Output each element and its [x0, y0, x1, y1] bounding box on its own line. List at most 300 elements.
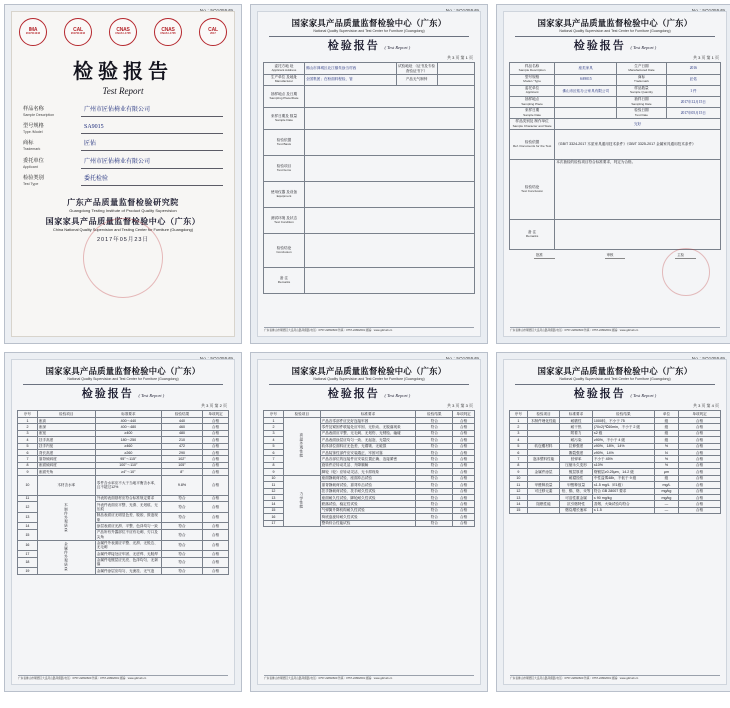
cell-judge: 合格: [203, 450, 229, 456]
table-row: [510, 219, 721, 249]
row-note-value: [437, 63, 474, 74]
col-result: 检验结果: [162, 411, 203, 417]
cell-judge: 合格: [679, 462, 721, 468]
cell-unit: mg/kg: [654, 494, 678, 500]
field-value: 2016: [666, 63, 720, 74]
cell-res: 符合: [416, 475, 453, 481]
row-label: 测试环境 及状态 Test Condition: [264, 207, 305, 233]
cell-judge: 合格: [203, 443, 229, 449]
cell-judge: 合格: [679, 494, 721, 500]
cell-judge: 合格: [679, 488, 721, 494]
center-name-en: National Quality Supervision and Test Center for Furniture (Guangdong): [67, 377, 179, 382]
cell-item: 零件及紧固件联接处应牢固、无松动、无脱落现象: [320, 424, 416, 430]
cell-item: 座面耐久性试验、脚轮耐久性试验: [320, 494, 416, 500]
cell-req: ≤1.5 mg/L（E1级）: [592, 482, 654, 488]
cell-res: 8°: [162, 469, 203, 475]
field-label: 来样日期 Sample Date: [510, 107, 555, 118]
cell-judge: 合格: [203, 557, 229, 568]
cell-unit: 级: [654, 475, 678, 481]
report-header: [17, 364, 229, 401]
field-value: 广州市匠佑椅业有限公司: [81, 159, 223, 169]
col-judgement: 单项判定: [453, 411, 475, 417]
cell-no: 3: [18, 430, 38, 436]
sample-info-table: [509, 62, 721, 249]
cell-judge: 合格: [203, 417, 229, 423]
page-title: 检验报告 ( Test Report ): [327, 39, 411, 52]
col-group: 检验项目: [527, 411, 560, 417]
cell-judge: 合格: [203, 540, 229, 551]
cell-res: 9.8%: [162, 475, 203, 495]
cell-judge: 合格: [679, 482, 721, 488]
cell-no: 7: [264, 456, 284, 462]
cell-req: 香烟、火柴试验均符合: [592, 501, 654, 507]
header-divider: [515, 36, 715, 37]
cell-judge: 合格: [453, 417, 475, 423]
field-label: 抽样日期 Sampling Date: [617, 96, 666, 107]
cell-no: 10: [18, 475, 38, 495]
page-footer: [510, 675, 720, 680]
cell-no: 17: [264, 520, 284, 526]
cell-no: 16: [264, 514, 284, 520]
table-row: [264, 181, 475, 207]
field-label: 检验类别 Test Type: [23, 174, 44, 186]
org-name-cn: 广东产品质量监督检验研究院: [67, 197, 179, 207]
field-label: 型号规格 Model / Type: [510, 74, 555, 85]
field-label: 生产日期 Manufactured Date: [617, 63, 666, 74]
cell-no: 2: [264, 424, 284, 430]
row-note-label: 产品无气制钟: [396, 74, 437, 85]
field-label: 样品类别及 制作单位 Sample Character and State: [510, 118, 555, 129]
cell-judge: 合格: [453, 456, 475, 462]
cell-no: 17: [18, 551, 38, 557]
cover-field-list: [23, 107, 223, 185]
field-label: 型号规格 Type /Model: [23, 123, 44, 135]
cell-item: 制品表面应无明显色差、脱胶、鼓泡现象: [95, 512, 161, 523]
issuing-organization: [17, 198, 229, 245]
cell-judge: 合格: [679, 424, 721, 430]
cell-req: 铬镀层≥0.25μm，14.2 级: [592, 469, 654, 475]
physical-chemical-table: [509, 410, 721, 514]
cell-req: (70±2)℃60min，不小于 2 级: [592, 424, 654, 430]
header-divider: [515, 384, 715, 385]
table-row: [510, 507, 721, 513]
report-header: [263, 16, 475, 53]
field-value: 完好: [555, 118, 721, 129]
footer-address: 广东省佛山市顺德区大良凤山路凤翔路 电话：0757-22802600 传真：0757-22802601 邮编：www.gdzxsb.cn: [510, 676, 639, 680]
org-name-en: Guangdong Testing Institute of Product Quality Supervision: [69, 207, 177, 213]
basis-label: 检验依据 Ref. Documents for the Test: [510, 129, 555, 159]
cell-judge: 合格: [203, 475, 229, 495]
table-row: [510, 74, 721, 85]
cell-judge: 合格: [203, 437, 229, 443]
cell-unit: N: [654, 450, 678, 456]
cell-req: 零件含水率应不大于当地平衡含水率，且不超过12%: [95, 475, 161, 495]
cell-no: 2: [510, 424, 528, 430]
cell-no: 11: [18, 495, 38, 501]
cell-judge: 合格: [203, 551, 229, 557]
cell-no: 8: [18, 462, 38, 468]
cell-res: 460: [162, 424, 203, 430]
cell-judge: 合格: [453, 450, 475, 456]
field-label: 商标 Trademark: [617, 74, 666, 85]
col-no: 序号: [264, 411, 284, 417]
center-name-cn: 国家家具产品质量监督检验中心（广东）: [291, 366, 447, 376]
cell-judge: 合格: [203, 523, 229, 529]
footer-address: 广东省佛山市顺德区大良凤山路凤翔路 电话：0757-22802600 传真：0757-22802601 邮编：www.gdzxsb.cn: [18, 676, 147, 680]
cell-no: 5: [510, 443, 528, 449]
field-label: 样品名称 Sample Description: [23, 106, 55, 118]
row-value: [304, 207, 474, 233]
cell-judge: 合格: [453, 462, 475, 468]
cell-no: 10: [264, 475, 284, 481]
field-value: 座类家具: [555, 63, 617, 74]
cell-no: 13: [264, 494, 284, 500]
document-page-cover: [4, 4, 242, 344]
remarks-label: 备 注 Remarks: [510, 219, 555, 249]
cell-no: 2: [18, 424, 38, 430]
cell-req: 符合 GB 28007 要求: [592, 488, 654, 494]
row-value: [304, 129, 474, 155]
row-value: [304, 107, 474, 129]
cell-unit: %: [654, 462, 678, 468]
cell-req: ≥90%、18%、14%: [592, 443, 654, 449]
field-row: [23, 159, 223, 169]
row-note-value: [437, 74, 474, 85]
center-name-en: National Quality Supervision and Test Center for Furniture (Guangdong): [313, 377, 425, 382]
cell-judge: 合格: [203, 502, 229, 513]
page-footer: [264, 327, 474, 332]
page-counter: 共 3 页 第 2 页: [200, 403, 227, 409]
cell-no: 18: [18, 557, 38, 568]
cell-judge: 合格: [203, 456, 229, 462]
cal-seal-icon: CAL 2017011042: [64, 18, 92, 46]
page-counter: 共 3 页 第 4 页: [692, 403, 719, 409]
cell-item: 产品各零部件应完好连接牢固: [320, 417, 416, 423]
table-row: [510, 159, 721, 219]
cell-no: 7: [18, 456, 38, 462]
cell-item: 脚轮（轮）应转动灵活、无卡滞现象: [320, 469, 416, 475]
cell-res: 105°: [162, 462, 203, 468]
cell-judge: 合格: [679, 475, 721, 481]
col-item: 检验项目: [283, 411, 320, 417]
cell-unit: 级: [654, 424, 678, 430]
cell-req: 中性盐雾48h，不低于 9 级: [592, 475, 654, 481]
cell-res: 符合: [416, 488, 453, 494]
cell-no: 7: [510, 456, 528, 462]
header-divider: [23, 384, 223, 385]
cell-no: 6: [264, 450, 284, 456]
cell-res: 符合: [416, 450, 453, 456]
cell-res: 符合: [416, 443, 453, 449]
cell-group: 阻燃性能: [527, 501, 560, 507]
cell-judge: 合格: [453, 482, 475, 488]
cell-req: 400～480: [95, 424, 161, 430]
cell-no: 8: [264, 462, 284, 468]
table-row: [18, 475, 229, 495]
cell-res: 符合: [162, 495, 203, 501]
field-value: [555, 107, 617, 118]
cell-item: 镀层厚度: [560, 469, 593, 475]
document-page-report-4: [250, 352, 488, 692]
cell-no: 13: [18, 512, 38, 523]
cell-judge: 合格: [203, 495, 229, 501]
cell-item: 附着力: [560, 430, 593, 436]
row-label: 抽样地点 及日期 Sampling Place/Date: [264, 85, 305, 107]
footer-address: 广东省佛山市顺德区大良凤山路凤翔路 电话：0757-22802600 传真：0757-22802601 邮编：www.gdzxsb.cn: [264, 676, 393, 680]
table-row: [18, 540, 229, 551]
cell-no: 16: [18, 540, 38, 551]
cell-item: 金属件外表面应平整、光滑、无锐边、无毛刺: [95, 540, 161, 551]
cell-item: 金属件电镀层应光亮、色泽均匀、无剥落: [95, 557, 161, 568]
center-name-cn: 国家家具产品质量监督检验中心（广东）: [45, 366, 201, 376]
cell-res: 440: [162, 417, 203, 423]
center-name-cn: 国家家具产品质量监督检验中心（广东）: [291, 18, 447, 28]
center-name-en: National Quality Supervision and Test Center for Furniture (Guangdong): [559, 29, 671, 34]
col-result: 检验结果: [416, 411, 453, 417]
cell-res: 符合: [162, 568, 203, 574]
cell-judge: 合格: [453, 520, 475, 526]
cell-item: 靠背倾斜度: [37, 456, 95, 462]
cell-unit: mg/L: [654, 482, 678, 488]
row-label: 检验项目 Test Items: [264, 155, 305, 181]
cell-res: 符合: [416, 494, 453, 500]
cell-group: 金属件涂层: [527, 469, 560, 475]
cell-req: ≥90%，不小于 4 级: [592, 437, 654, 443]
cell-req: 不小于 45%: [592, 456, 654, 462]
table-row: [264, 74, 475, 85]
cell-judge: 合格: [453, 437, 475, 443]
cell-judge: 合格: [453, 475, 475, 481]
cell-item: 座面倾斜度: [37, 462, 95, 468]
cell-unit: —: [654, 501, 678, 507]
cell-group: 高温外观性能: [283, 417, 320, 475]
row-value: [304, 267, 474, 293]
col-requirement: 标准要求: [95, 411, 161, 417]
field-row: [23, 107, 223, 117]
cell-item: 外表件表面应平整、光滑、无划痕、无压痕: [95, 502, 161, 513]
field-label: 样品名称 Sample Description: [510, 63, 555, 74]
cell-res: 符合: [416, 430, 453, 436]
cell-req: ≤ 1.5: [592, 507, 654, 513]
cell-req: ≥4°～10°: [95, 469, 161, 475]
cell-unit: 级: [654, 437, 678, 443]
cell-group: 力学性能: [283, 475, 320, 526]
cell-no: 3: [510, 430, 528, 436]
cell-judge: 合格: [203, 462, 229, 468]
cell-item: 座高: [37, 417, 95, 423]
cell-group: [527, 507, 560, 513]
page-title: 检验报告: [73, 61, 173, 83]
page-counter: 共 3 页 第 1 页: [446, 55, 473, 61]
col-unit: 单位: [654, 411, 678, 417]
cell-no: 9: [264, 469, 284, 475]
cell-no: 14: [510, 501, 528, 507]
cell-res: 符合: [162, 529, 203, 540]
test-results-table: [17, 410, 229, 574]
field-value: SA9015: [81, 124, 223, 134]
cell-res: 符合: [162, 523, 203, 529]
cell-item: 抗引燃特性: [560, 501, 593, 507]
row-label: 检验结论 Conclusion: [264, 233, 305, 267]
cell-group: 木制件理化性能: [527, 417, 560, 423]
center-name-en: China National Quality Supervision and Testing Center for Furniture (Guangdong): [52, 226, 194, 232]
cell-no: 15: [510, 507, 528, 513]
cma-seal-icon: IMA 2017011042: [19, 18, 47, 46]
page-counter: 共 3 页 第 3 页: [446, 403, 473, 409]
cell-item: 产品装饰性部件应安装端正、牢固可靠: [320, 450, 416, 456]
cell-group: 木材含水率: [37, 475, 95, 495]
cell-item: 耐污染: [560, 437, 593, 443]
page-title-en: Test Report: [102, 86, 144, 96]
approver-signature: 批准: [534, 253, 555, 259]
cell-group: 金属件外观质量: [37, 540, 95, 574]
cell-item: 产品各部位的连接件应安装位置正确、连接紧密: [320, 456, 416, 462]
cell-item: 旋转件应转动灵活、升降顺畅: [320, 462, 416, 468]
field-label: 抽样地点 Sampling Place: [510, 96, 555, 107]
cell-item: 背长高度: [37, 450, 95, 456]
page-title: 检验报告 ( Test Report ): [573, 387, 657, 400]
field-value: 广州市匠佑椅业有限公司: [81, 107, 223, 117]
field-value: 佛山市匠佑办公家具有限公司: [555, 85, 617, 96]
table-row: [264, 85, 475, 107]
row-value: [304, 85, 474, 107]
report-header: [263, 364, 475, 401]
cell-no: 12: [510, 488, 528, 494]
field-value: 2017年12月15日: [666, 96, 720, 107]
col-judgement: 单项判定: [679, 411, 721, 417]
cell-item: 整椅综合性能试验: [320, 520, 416, 526]
cell-item: 金属件焊接处应牢固、无虚焊、无脱焊: [95, 551, 161, 557]
cell-res: 符合: [416, 462, 453, 468]
cell-judge: 合格: [679, 430, 721, 436]
cell-req: 1000转，不小于 75: [592, 417, 654, 423]
cell-res: 290: [162, 450, 203, 456]
remarks-value: [555, 219, 721, 249]
cell-judge: 合格: [453, 443, 475, 449]
cell-judge: 合格: [203, 568, 229, 574]
cell-res: 符合: [162, 551, 203, 557]
cell-item: 涂层表面应光滑、平整、色泽均匀一致: [95, 523, 161, 529]
cell-judge: 合格: [453, 514, 475, 520]
cell-no: 9: [510, 469, 528, 475]
cell-req: ≥400: [95, 430, 161, 436]
field-label: 委托单位 Applicant: [23, 157, 44, 169]
center-name-cn: 国家家具产品质量监督检验中心（广东）: [537, 366, 693, 376]
cell-judge: 合格: [679, 469, 721, 475]
page-counter: 共 3 页 第 1 页: [692, 55, 719, 61]
col-requirement: 标准要求: [320, 411, 416, 417]
cell-judge: 合格: [679, 507, 721, 513]
cell-req: ≤10%: [592, 462, 654, 468]
table-row: [264, 267, 475, 293]
cell-no: 11: [510, 482, 528, 488]
center-name-cn: 国家家具产品质量监督检验中心（广东）: [45, 216, 201, 226]
field-value: 委托检验: [81, 176, 223, 186]
cell-no: 19: [18, 568, 38, 574]
cell-res: 符合: [416, 520, 453, 526]
cell-item: 产品所有外露部位不应有毛刺、刃口及尖角: [95, 529, 161, 540]
page-title: 检验报告 ( Test Report ): [573, 39, 657, 52]
cell-item: 座深: [37, 424, 95, 430]
cell-item: 靠背静载荷试验、靠背冲击试验: [320, 482, 416, 488]
cell-judge: 合格: [453, 424, 475, 430]
cell-unit: 级: [654, 430, 678, 436]
cell-res: 符合: [416, 482, 453, 488]
field-row: [23, 176, 223, 186]
cell-unit: mg/kg: [654, 488, 678, 494]
cell-req: 100°～110°: [95, 462, 161, 468]
cell-judge: 合格: [453, 494, 475, 500]
cell-item: 撕裂强度: [560, 450, 593, 456]
cell-res: 472: [162, 443, 203, 449]
cell-judge: 合格: [203, 512, 229, 523]
report-header: [509, 16, 721, 53]
table-row: [510, 63, 721, 74]
cell-no: 5: [18, 443, 38, 449]
table-row: [510, 129, 721, 159]
document-page-report-5: [496, 352, 730, 692]
cell-item: 金属件涂层应均匀、无流挂、无气泡: [95, 568, 161, 574]
cell-req: 95°～115°: [95, 456, 161, 462]
cell-item: 外表的表面基材应符合标准规定要求: [95, 495, 161, 501]
row-note-label: 试验地址 （证书及专检查验证书下）: [396, 63, 437, 74]
cell-judge: 合格: [203, 424, 229, 430]
cell-item: 燃烧增长速率: [560, 507, 593, 513]
cell-unit: 级: [654, 417, 678, 423]
cell-group: 软包覆材料: [527, 443, 560, 449]
reviewer-signature: 审核: [605, 253, 626, 259]
cell-no: 14: [18, 523, 38, 529]
page-title: 检验报告 ( Test Report ): [327, 387, 411, 400]
cell-no: 6: [510, 450, 528, 456]
table-row: [264, 207, 475, 233]
cell-group: 木制件外观质量: [37, 495, 95, 540]
cell-item: 座面静载荷试验、座面冲击试验: [320, 475, 416, 481]
cell-res: 符合: [416, 514, 453, 520]
cell-unit: μm: [654, 469, 678, 475]
document-page-report-2: [496, 4, 730, 344]
cell-item: 甲醛释放量: [560, 482, 593, 488]
center-name-cn: 国家家具产品质量监督检验中心（广东）: [537, 18, 693, 28]
header-divider: [269, 384, 469, 385]
cell-res: 符合: [162, 512, 203, 523]
cell-item: 铅、镉、铬、汞等: [561, 489, 591, 494]
cell-res: 210: [162, 437, 203, 443]
page-footer: [264, 675, 474, 680]
table-row: [264, 107, 475, 129]
page-title: 检验报告 ( Test Report ): [81, 387, 165, 400]
cell-no: 9: [18, 469, 38, 475]
cell-judge: 合格: [203, 529, 229, 540]
cell-group: 可迁移元素: [527, 488, 560, 494]
field-value: [555, 96, 617, 107]
cnas-seal-icon: CNAS CNAS L1705: [109, 18, 137, 46]
basis-value: 《GB/T 3324-2017 木质家具通用技术条件》《GB/T 3325-2017 金属家具通用技术条件》: [555, 129, 721, 159]
test-results-table: [263, 410, 475, 527]
conclusion-value: 本次抽检的检验项目符合标准要求，判定为合格。: [555, 159, 721, 219]
cell-res: 符合: [416, 469, 453, 475]
row-value: [304, 181, 474, 207]
cell-judge: 合格: [453, 469, 475, 475]
col-no: 序号: [510, 411, 528, 417]
cell-no: 4: [510, 437, 528, 443]
cell-judge: 合格: [453, 430, 475, 436]
cell-res: 符合: [416, 507, 453, 513]
document-page-report-3: [4, 352, 242, 692]
cell-res: 102°: [162, 456, 203, 462]
cell-no: 4: [264, 437, 284, 443]
col-no: 序号: [18, 411, 38, 417]
